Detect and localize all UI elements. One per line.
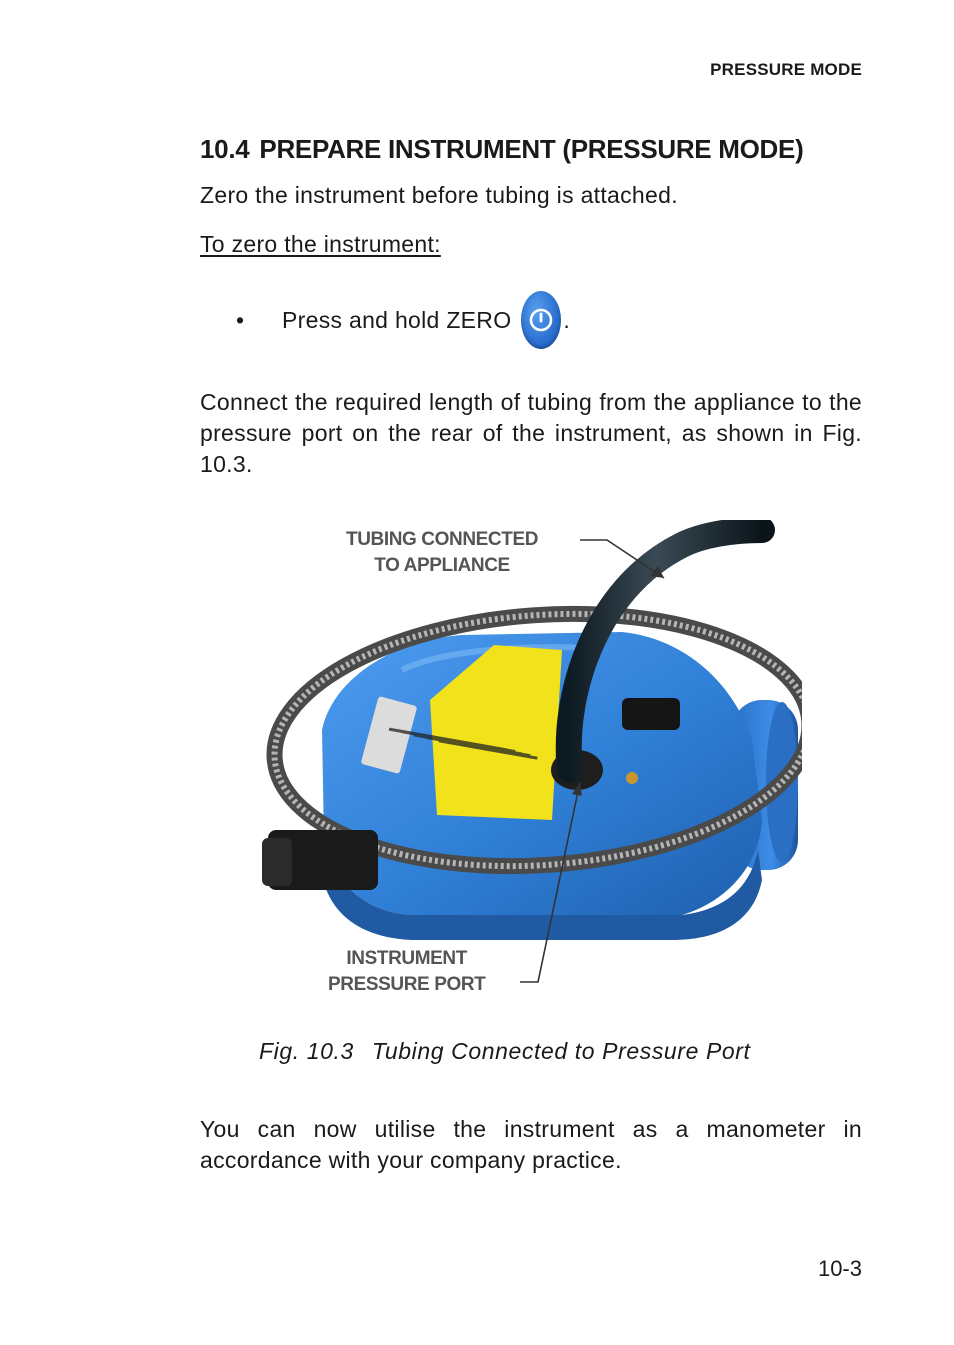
section-number: 10.4 (200, 134, 250, 164)
bullet-marker: • (236, 306, 245, 333)
bullet-item (236, 290, 570, 350)
instrument-photo (262, 520, 802, 1000)
figure-10-3 (262, 520, 802, 1000)
page-number: 10-3 (817, 1256, 862, 1281)
label-port-line2: PRESSURE PORT (328, 974, 486, 995)
subheading-text: To zero the instrument: (200, 231, 441, 257)
bullet-text: Press and hold ZERO (282, 306, 512, 333)
figure-caption (259, 1038, 751, 1065)
section-title-text: PREPARE INSTRUMENT (PRESSURE MODE) (259, 134, 804, 164)
label-port-line1: INSTRUMENT (346, 948, 467, 969)
label-pressure-port (328, 946, 485, 998)
zero-button-icon (521, 291, 561, 349)
label-tubing-line1: TUBING CONNECTED (346, 529, 539, 550)
running-header: PRESSURE MODE (710, 60, 862, 79)
bullet-period: . (563, 306, 571, 333)
intro-paragraph: Zero the instrument before tubing is attached. (200, 182, 678, 208)
caption-number: Fig. 10.3 (259, 1038, 354, 1064)
section-heading (200, 134, 803, 165)
power-icon (528, 307, 554, 333)
subheading (200, 229, 862, 260)
connect-paragraph: Connect the required length of tubing from the appliance to the pressure port on the rear of the instrument, as shown in Fig. 10.3. (200, 389, 862, 477)
caption-text: Tubing Connected to Pressure Port (371, 1038, 751, 1064)
label-tubing-line2: TO APPLIANCE (374, 555, 510, 576)
closing-paragraph: You can now utilise the instrument as a manometer in accordance with your company practice. (200, 1116, 862, 1173)
label-tubing-connected (346, 527, 538, 579)
